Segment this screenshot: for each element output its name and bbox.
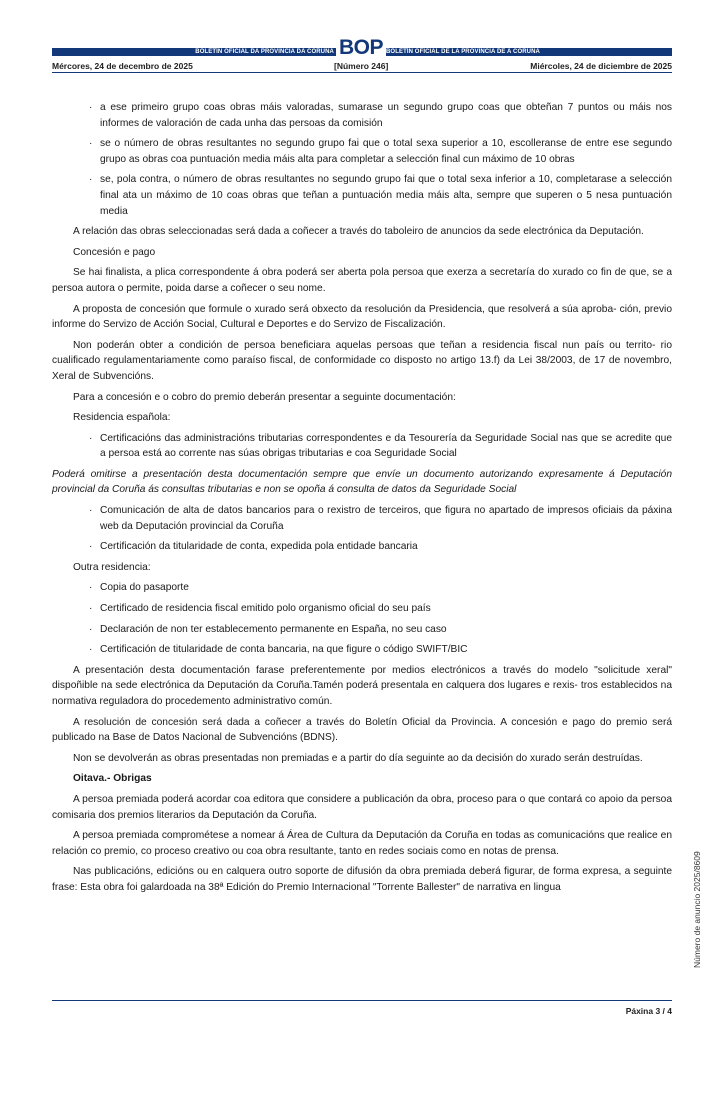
bullet-icon: · xyxy=(89,644,93,656)
list-item: · Comunicación de alta de datos bancarios para o rexistro de terceiros, que figura no apartado de impresos oficiais da páxina web da Deputación provincial da Coruña xyxy=(89,505,672,532)
list-item: · Certificacións das administracións tributarias correspondentes e da Tesourería da Seguridade Social nas que se acredite que a persoa está ao corrente nas súas obrigas tributarias e coa Seguridade Social xyxy=(89,432,672,460)
bullet-icon: · xyxy=(89,102,93,113)
date-spanish: Miércoles, 24 de diciembre de 2025 xyxy=(530,61,672,71)
subheading-other-residence: Outra residencia: xyxy=(73,561,151,573)
bullet-icon: · xyxy=(89,174,93,186)
paragraph: Se hai finalista, a plica correspondente á obra poderá ser aberta pola persoa que exerza a secretaría do xurado co fin de que, se a persoa autora o permite, poida darse a coñecer o seu nome. xyxy=(52,267,672,294)
other-residence-list xyxy=(89,580,672,657)
list-item: · Certificación de titularidade de conta bancaria, na que figure o código SWIFT/BIC xyxy=(100,642,672,658)
paragraph: A persoa premiada poderá acordar coa editora que considere a publicación da obra, proceso para o que contará co apoio da persoa comisaria dos premios literarios da Deputación da Coruña. xyxy=(52,793,672,821)
announcement-number: Número de anuncio 2025/8609 xyxy=(692,851,702,968)
paragraph: Nas publicacións, edicións ou en calquera outro soporte de difusión da obra premiada deberá figurar, de forma expresa, a seguinte frase: Esta obra foi galardoada na 38ª Edición do Premio Internacional "Torrente Ballester" de narrativa en lingua xyxy=(52,866,672,893)
banner-title-gl: BOLETÍN OFICIAL DA PROVINCIA DA CORUÑA xyxy=(195,49,334,55)
bulletin-header xyxy=(52,38,672,74)
spanish-residence-list xyxy=(89,431,672,462)
bullet-icon: · xyxy=(89,505,93,517)
list-item: · a ese primeiro grupo coas obras máis valoradas, sumarase un segundo grupo coas que obteñan 7 puntos ou máis nos informes de valoración de cada unha das persoas da comisión xyxy=(89,102,672,129)
section-heading-obligations: Oitava.- Obrigas xyxy=(73,773,152,785)
list-item: · se o número de obras resultantes no segundo grupo fai que o total sexa superior a 10, escolleranse de entre ese segundo grupo as obras coa puntuación media máis alta para completar a selección final cun máximo de 10 obras xyxy=(89,138,672,165)
paragraph: Para a concesión e o cobro do premio deberán presentar a seguinte documentación: xyxy=(73,391,456,403)
bullet-icon: · xyxy=(89,541,93,553)
paragraph: Non se devolverán as obras presentadas non premiadas e a partir do día seguinte ao da decisión do xurado serán destruídas. xyxy=(73,752,643,764)
header-rule xyxy=(52,72,672,73)
bullet-icon: · xyxy=(89,432,93,444)
italic-note: Poderá omitirse a presentación desta documentación sempre que envíe un documento autorizando expresamente á Deputación provincial da Coruña ás consultas tributarias e non se opoña á consulta de datos da Seguridade Social xyxy=(52,468,672,496)
document-body xyxy=(52,100,672,901)
paragraph: A resolución de concesión será dada a coñecer a través do Boletín Oficial da Provincia. A concesión e pago do premio será publicado na Base de Datos Nacional de Subvencións (BDNS). xyxy=(52,716,672,744)
issue-number: [Número 246] xyxy=(334,61,389,71)
bullet-icon: · xyxy=(89,138,93,150)
subheading-spanish-residence: Residencia española: xyxy=(73,412,171,424)
paragraph: Non poderán obter a condición de persoa beneficiara aquelas persoas que teñan a residencia fiscal nun país ou territo- rio cualificado regulamentariamente como paraíso fiscal, de conformidade co disposto no artigo 13.f) da Lei 38/2003, de 17 de novembro, Xeral de Subvencións. xyxy=(52,339,672,382)
spanish-residence-list-cont xyxy=(89,503,672,555)
bullet-icon: · xyxy=(89,603,93,615)
bullet-icon: · xyxy=(89,582,93,594)
bullet-icon: · xyxy=(89,623,93,635)
paragraph: A persoa premiada comprométese a nomear á Área de Cultura da Deputación da Coruña en todas as comunicacións que realice en relación co premio, co proceso creativo ou coa obra resultante, tanto en redes sociais como en notas de prensa. xyxy=(52,830,672,857)
page-number: Páxina 3 / 4 xyxy=(625,1006,672,1016)
paragraph: A proposta de concesión que formule o xurado será obxecto da resolución da Presidencia, que resolverá a súa aproba- ción, previo informe do Servizo de Acción Social, Cultural e Deportes e do Servizo de Fiscalización. xyxy=(52,303,672,331)
footer-rule xyxy=(52,1000,672,1001)
bop-logo: BOP xyxy=(336,38,386,58)
list-item: · Certificación da titularidade de conta, expedida pola entidade bancaria xyxy=(100,539,672,555)
list-item: · Declaración de non ter establecemento permanente en España, no seu caso xyxy=(100,622,672,638)
paragraph: A presentación desta documentación farase preferentemente por medios electrónicos a través do modelo "solicitude xeral" dispoñible na sede electrónica da Deputación da Coruña.Tamén poderá presentala en calquera dos lugares e rexis- tros establecidos na normativa reguladora do procedemento administrativo común. xyxy=(52,664,672,707)
announcement-number-side xyxy=(692,851,704,1108)
list-item: · Copia do pasaporte xyxy=(100,580,672,596)
list-item: · se, pola contra, o número de obras resultantes no segundo grupo fai que o total sexa inferior a 10, completarase a selección final ata un máximo de 10 coas obras que teñan a puntuación media máis alta, sempre que superen o 5 nesa puntuación media xyxy=(89,174,672,217)
date-galician: Mércores, 24 de decembro de 2025 xyxy=(52,61,193,71)
banner-title-es: BOLETÍN OFICIAL DE LA PROVINCIA DE A CORUÑA xyxy=(386,49,540,55)
paragraph: A relación das obras seleccionadas será dada a coñecer a través do taboleiro de anuncios da sede electrónica da Deputación. xyxy=(73,226,644,238)
section-heading: Concesión e pago xyxy=(73,246,156,258)
list-item: · Certificado de residencia fiscal emitido polo organismo oficial do seu país xyxy=(100,601,672,617)
selection-rules-list xyxy=(89,100,672,219)
